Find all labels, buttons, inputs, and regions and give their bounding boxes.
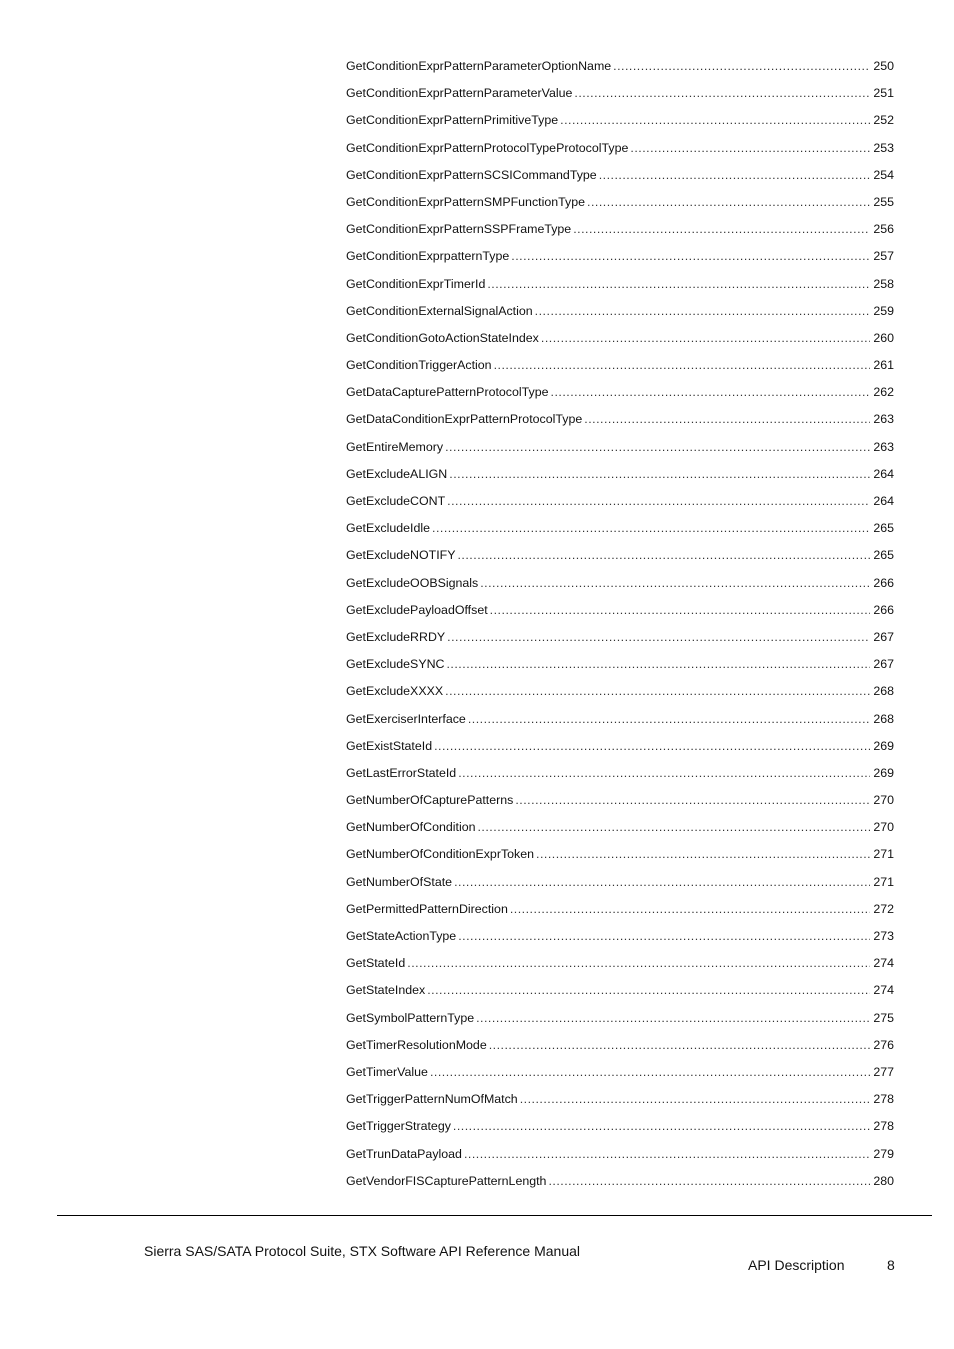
footer-section-name: API Description xyxy=(748,1257,845,1273)
toc-entry-title[interactable]: GetExerciserInterface xyxy=(346,711,466,726)
toc-entry[interactable] xyxy=(346,926,894,953)
toc-entry-title[interactable]: GetExcludeSYNC xyxy=(346,657,445,672)
toc-entry[interactable] xyxy=(346,83,894,110)
toc-entry-page-number[interactable]: 272 xyxy=(873,901,894,916)
toc-entry-page-number[interactable]: 269 xyxy=(873,738,894,753)
toc-entry[interactable] xyxy=(346,518,894,545)
toc-entry[interactable] xyxy=(346,110,894,137)
toc-entry-title[interactable]: GetNumberOfConditionExprToken xyxy=(346,847,535,862)
toc-entry-title[interactable]: GetEntireMemory xyxy=(346,439,444,454)
toc-dot-leader xyxy=(464,1144,870,1164)
toc-entry[interactable] xyxy=(346,274,894,301)
toc-entry-page-number[interactable]: 274 xyxy=(873,956,894,971)
toc-entry[interactable] xyxy=(346,844,894,871)
toc-entry[interactable] xyxy=(346,980,894,1007)
toc-dot-leader xyxy=(427,980,870,1000)
toc-entry-title[interactable]: GetConditionExprPatternParameterOptionName xyxy=(346,59,612,73)
toc-dot-leader xyxy=(520,1089,871,1109)
toc-entry-page-number[interactable]: 255 xyxy=(873,194,894,209)
toc-dot-leader xyxy=(574,83,870,103)
toc-dot-leader xyxy=(476,1008,870,1028)
toc-dot-leader xyxy=(599,165,871,185)
toc-entry-title[interactable]: GetStateActionType xyxy=(346,929,457,943)
toc-entry-title[interactable]: GetConditionGotoActionStateIndex xyxy=(346,330,539,345)
toc-entry-page-number[interactable]: 280 xyxy=(873,1173,894,1188)
toc-entry[interactable] xyxy=(346,600,894,627)
toc-entry[interactable] xyxy=(346,355,894,382)
toc-dot-leader xyxy=(432,518,870,538)
toc-entry-page-number[interactable]: 276 xyxy=(873,1037,894,1052)
toc-entry-page-number[interactable]: 265 xyxy=(873,521,894,536)
toc-entry-page-number[interactable]: 267 xyxy=(873,657,894,672)
toc-dot-leader xyxy=(407,953,870,973)
toc-entry-title[interactable]: GetExcludeOOBSignals xyxy=(346,575,479,590)
toc-entry-page-number[interactable]: 259 xyxy=(873,303,894,318)
toc-dot-leader xyxy=(535,301,871,321)
toc-dot-leader xyxy=(447,627,870,647)
toc-dot-leader xyxy=(494,355,871,375)
toc-entry-page-number[interactable]: 278 xyxy=(873,1092,894,1107)
toc-entry-page-number[interactable]: 266 xyxy=(873,575,894,590)
toc-dot-leader xyxy=(434,736,870,756)
toc-entry-page-number[interactable]: 261 xyxy=(873,358,894,373)
toc-entry-title[interactable]: GetConditionExprpatternType xyxy=(346,249,510,264)
toc-entry-page-number[interactable]: 250 xyxy=(873,59,894,73)
toc-entry-page-number[interactable]: 269 xyxy=(873,765,894,780)
toc-dot-leader xyxy=(584,409,870,429)
toc-entry[interactable] xyxy=(346,1171,894,1198)
table-of-contents xyxy=(346,56,894,1198)
toc-dot-leader xyxy=(511,246,870,266)
toc-entry[interactable] xyxy=(346,328,894,355)
toc-dot-leader xyxy=(630,138,870,158)
footer-page-number: 8 xyxy=(887,1257,895,1273)
toc-entry-title[interactable]: GetLastErrorStateId xyxy=(346,765,457,780)
toc-entry-page-number[interactable]: 265 xyxy=(873,548,894,563)
toc-entry-page-number[interactable]: 264 xyxy=(873,466,894,481)
toc-entry[interactable] xyxy=(346,763,894,790)
toc-entry[interactable] xyxy=(346,464,894,491)
toc-entry-title[interactable]: GetExcludeNOTIFY xyxy=(346,548,456,563)
toc-entry-title[interactable]: GetConditionExprTimerId xyxy=(346,276,486,291)
toc-entry-page-number[interactable]: 268 xyxy=(873,711,894,726)
toc-entry-title[interactable]: GetVendorFISCapturePatternLength xyxy=(346,1173,547,1188)
toc-dot-leader xyxy=(490,600,871,620)
toc-entry-page-number[interactable]: 271 xyxy=(873,874,894,889)
toc-entry-page-number[interactable]: 256 xyxy=(873,222,894,237)
toc-dot-leader xyxy=(449,464,870,484)
toc-entry[interactable] xyxy=(346,872,894,899)
toc-entry-title[interactable]: GetNumberOfCondition xyxy=(346,820,476,835)
toc-entry-title[interactable]: GetConditionExprPatternSSPFrameType xyxy=(346,222,572,237)
toc-entry-page-number[interactable]: 253 xyxy=(873,140,894,155)
toc-entry-page-number[interactable]: 262 xyxy=(873,385,894,400)
toc-dot-leader xyxy=(458,763,870,783)
toc-entry[interactable] xyxy=(346,1144,894,1171)
toc-entry-title[interactable]: GetConditionTriggerAction xyxy=(346,358,492,373)
toc-entry-title[interactable]: GetExcludePayloadOffset xyxy=(346,602,488,617)
toc-entry-title[interactable]: GetExcludeRRDY xyxy=(346,629,446,644)
toc-entry-title[interactable]: GetTimerValue xyxy=(346,1064,428,1079)
toc-entry[interactable] xyxy=(346,192,894,219)
toc-dot-leader xyxy=(447,491,870,511)
toc-entry-page-number[interactable]: 251 xyxy=(873,86,894,101)
toc-entry-title[interactable]: GetStateIndex xyxy=(346,983,426,998)
toc-dot-leader xyxy=(453,1116,870,1136)
toc-entry[interactable] xyxy=(346,1089,894,1116)
toc-entry-title[interactable]: GetDataCapturePatternProtocolType xyxy=(346,385,549,400)
toc-dot-leader xyxy=(430,1062,870,1082)
toc-entry-title[interactable]: GetPermittedPatternDirection xyxy=(346,901,508,916)
toc-entry-page-number[interactable]: 274 xyxy=(873,983,894,998)
toc-entry[interactable] xyxy=(346,138,894,165)
toc-entry-title[interactable]: GetDataConditionExprPatternProtocolType xyxy=(346,412,583,427)
footer-manual-title: Sierra SAS/SATA Protocol Suite, STX Software API Reference Manual xyxy=(144,1243,581,1259)
toc-dot-leader xyxy=(515,790,870,810)
toc-entry-title[interactable]: GetConditionExprPatternPrimitiveType xyxy=(346,113,559,128)
toc-dot-leader xyxy=(446,654,870,674)
toc-dot-leader xyxy=(613,56,870,76)
toc-entry-page-number[interactable]: 279 xyxy=(873,1146,894,1161)
toc-entry-title[interactable]: GetConditionExprPatternSMPFunctionType xyxy=(346,194,585,209)
toc-entry-title[interactable]: GetConditionExprPatternParameterValue xyxy=(346,86,573,101)
toc-dot-leader xyxy=(587,192,870,212)
toc-entry[interactable] xyxy=(346,654,894,681)
toc-dot-leader xyxy=(510,899,870,919)
toc-dot-leader xyxy=(551,382,871,402)
toc-dot-leader xyxy=(477,817,870,837)
toc-entry[interactable] xyxy=(346,1116,894,1143)
footer-divider xyxy=(57,1215,932,1216)
toc-entry-title[interactable]: GetConditionExprPatternSCSICommandType xyxy=(346,167,597,182)
toc-entry-page-number[interactable]: 275 xyxy=(873,1010,894,1025)
toc-entry-page-number[interactable]: 271 xyxy=(873,847,894,862)
toc-entry-title[interactable]: GetTrunDataPayload xyxy=(346,1146,462,1161)
toc-entry[interactable] xyxy=(346,491,894,518)
toc-entry-title[interactable]: GetExcludeXXXX xyxy=(346,684,444,699)
toc-entry[interactable] xyxy=(346,573,894,600)
toc-entry-title[interactable]: GetConditionExternalSignalAction xyxy=(346,303,533,318)
toc-entry-page-number[interactable]: 260 xyxy=(873,330,894,345)
toc-entry[interactable] xyxy=(346,56,894,83)
toc-entry[interactable] xyxy=(346,681,894,708)
toc-entry[interactable] xyxy=(346,437,894,464)
toc-entry-page-number[interactable]: 258 xyxy=(873,276,894,291)
toc-dot-leader xyxy=(536,844,870,864)
toc-entry[interactable] xyxy=(346,790,894,817)
toc-dot-leader xyxy=(457,545,870,565)
toc-entry[interactable] xyxy=(346,246,894,273)
toc-dot-leader xyxy=(480,573,870,593)
toc-entry-page-number[interactable]: 266 xyxy=(873,602,894,617)
toc-entry[interactable] xyxy=(346,709,894,736)
toc-entry-page-number[interactable]: 278 xyxy=(873,1119,894,1134)
toc-entry-page-number[interactable]: 252 xyxy=(873,113,894,128)
toc-entry-page-number[interactable]: 263 xyxy=(873,412,894,427)
toc-entry-title[interactable]: GetExistStateId xyxy=(346,738,433,753)
toc-dot-leader xyxy=(573,219,870,239)
toc-entry-page-number[interactable]: 267 xyxy=(873,629,894,644)
toc-entry[interactable] xyxy=(346,409,894,436)
toc-entry-title[interactable]: GetSymbolPatternType xyxy=(346,1010,475,1025)
toc-dot-leader xyxy=(489,1035,871,1055)
toc-entry[interactable] xyxy=(346,736,894,763)
toc-entry-page-number[interactable]: 273 xyxy=(873,929,894,943)
toc-entry-page-number[interactable]: 263 xyxy=(873,439,894,454)
toc-entry[interactable] xyxy=(346,627,894,654)
toc-entry[interactable] xyxy=(346,301,894,328)
toc-entry-title[interactable]: GetTimerResolutionMode xyxy=(346,1037,487,1052)
toc-entry[interactable] xyxy=(346,545,894,572)
toc-entry-page-number[interactable]: 254 xyxy=(873,167,894,182)
toc-dot-leader xyxy=(445,437,870,457)
toc-entry-page-number[interactable]: 268 xyxy=(873,684,894,699)
toc-entry[interactable] xyxy=(346,1062,894,1089)
toc-entry-title[interactable]: GetStateId xyxy=(346,956,406,971)
toc-dot-leader xyxy=(454,872,870,892)
toc-entry[interactable] xyxy=(346,382,894,409)
toc-entry-title[interactable]: GetNumberOfCapturePatterns xyxy=(346,793,514,808)
toc-dot-leader xyxy=(548,1171,870,1191)
toc-dot-leader xyxy=(487,274,870,294)
toc-entry-page-number[interactable]: 264 xyxy=(873,494,894,508)
toc-dot-leader xyxy=(560,110,870,130)
toc-entry[interactable] xyxy=(346,1008,894,1035)
toc-entry[interactable] xyxy=(346,817,894,844)
toc-entry-title[interactable]: GetExcludeCONT xyxy=(346,494,446,508)
toc-entry[interactable] xyxy=(346,953,894,980)
toc-dot-leader xyxy=(445,681,870,701)
toc-dot-leader xyxy=(541,328,870,348)
toc-entry-title[interactable]: GetNumberOfState xyxy=(346,874,453,889)
toc-entry-page-number[interactable]: 270 xyxy=(873,793,894,808)
toc-entry-page-number[interactable]: 257 xyxy=(873,249,894,264)
toc-entry-title[interactable]: GetTriggerPatternNumOfMatch xyxy=(346,1092,518,1107)
toc-entry[interactable] xyxy=(346,899,894,926)
toc-entry[interactable] xyxy=(346,165,894,192)
toc-entry-page-number[interactable]: 270 xyxy=(873,820,894,835)
toc-entry-title[interactable]: GetExcludeALIGN xyxy=(346,466,448,481)
toc-entry-title[interactable]: GetExcludeIdle xyxy=(346,521,431,536)
toc-entry-title[interactable]: GetConditionExprPatternProtocolTypeProtocolType xyxy=(346,140,629,155)
toc-entry-title[interactable]: GetTriggerStrategy xyxy=(346,1119,451,1134)
toc-entry[interactable] xyxy=(346,219,894,246)
toc-dot-leader xyxy=(468,709,870,729)
toc-entry-page-number[interactable]: 277 xyxy=(873,1064,894,1079)
toc-dot-leader xyxy=(458,926,870,946)
toc-entry[interactable] xyxy=(346,1035,894,1062)
